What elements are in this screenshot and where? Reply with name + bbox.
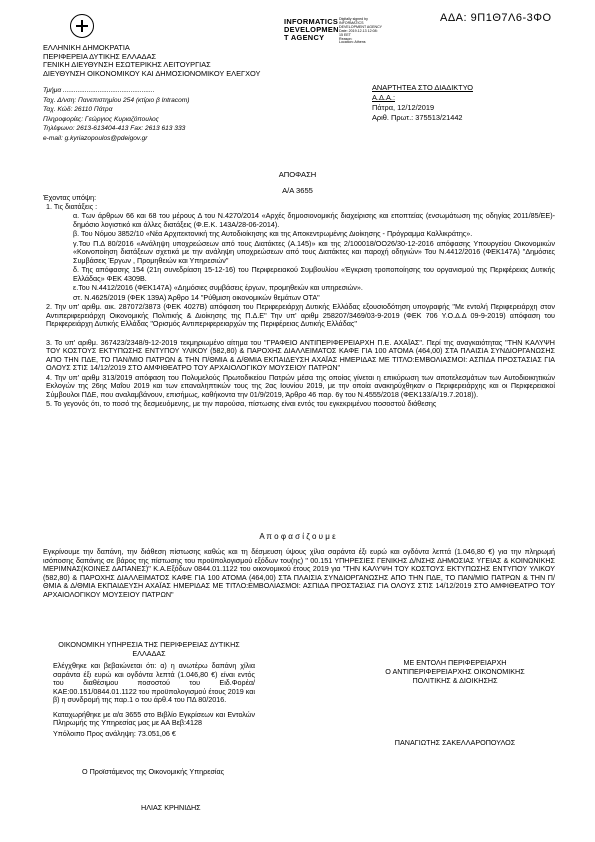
item-1-b: β. Του Νόμου 3852/10 «Νέα Αρχιτεκτονική της Αυτοδιοίκησης και της Αποκεντρωμένης Διοίκησης - Πρόγραμμα Καλλικράτης».	[73, 229, 473, 239]
item-1-st: στ. Ν.4625/2019 (ΦΕΚ 139Α) Άρθρο 14 "Ρύθμιση οικονομικών θεμάτων ΟΤΑ"	[73, 292, 320, 302]
digital-signature-stamp	[339, 18, 389, 45]
item-1-heading: 1. Τις διατάξεις :	[46, 201, 98, 211]
decision-paragraph: Εγκρίνουμε την δαπάνη, την διάθεση πίστωσης καθώς και τη δέσμευση ύψους χίλια σαράντα έξι ευρώ και ογδόντα λεπτά (1.046,80 €) για την πληρωμή ισόποσης δαπάνης σε βάρος της πίστωσης του προϋπολογισμού εξόδων του(ης) " 00.151 ΥΠΗΡΕΣΙΕΣ ΓΕΝΙΚΗΣ Δ/ΝΣΗΣ ΔΗΜΟΣΙΑΣ ΥΓΕΙΑΣ & ΚΟΙΝΩΝΙΚΗΣ ΜΕΡΙΜΝΑΣ(ΚΟΙΝΕΣ ΔΑΠΑΝΕΣ)" Κ.Α.Εξόδων 0844.01.1122 του οικονομικού έτους 2019 για "ΤΗΝ ΚΑΛΥΨΗ ΤΟΥ ΚΟΣΤΟΥΣ ΕΚΤΥΠΩΣΗΣ ΕΝΤΥΠΟΥ ΥΛΙΚΟΥ (582,80) & ΠΑΡΟΧΗΣ ΔΙΑΛΛΕΙΜΑΤΟΣ ΚΑΦΕ ΓΙΑ 100 ΑΤΟΜΑ (464,00) ΣΤΑ ΠΛΑΙΣΙΑ ΣΥΝΔΙΟΡΓΑΝΩΣΗΣ ΑΠΟ ΤΗΝ ΠΔΕ, ΤΟ ΠΑΝ/ΜΙΟ ΠΑΤΡΩΝ & ΤΗΝ Π/ΘΜΙΑ & Δ/ΘΜΙΑ ΕΚΠΑΙΔΕΥΣΗ ΑΧΑΪΑΣ ΗΜΕΡΙΔΑΣ ΜΕ ΤΙΤΛΟ:ΕΜΒΟΛΙΑΣΜΟΙ: ΑΣΠΙΔΑ ΠΡΟΣΤΑΣΙΑΣ ΓΙΑ ΟΛΟΥΣ ΣΤΙΣ 14/12/2019 ΣΤΟ ΑΜΦΙΘΕΑΤΡΟ ΤΟΥ ΑΡΧΑΙΟΛΟΓΙΚΟΥ ΜΟΥΣΕΙΟΥ ΠΑΤΡΩΝ"	[43, 547, 555, 599]
header-line: ΔΙΕΥΘΥΝΣΗ ΟΙΚΟΝΟΜΙΚΟΥ ΚΑΙ ΔΗΜΟΣΙΟΝΟΜΙΚΟΥ ΕΛΕΓΧΟΥ	[43, 68, 261, 78]
greek-emblem-icon	[70, 14, 94, 38]
address-line: Ταχ. Δ/νση: Πανεπιστημίου 254 (κτίριο β Intracom)	[43, 96, 190, 104]
item-3: 3. Το υπ' αριθμ. 367423/2348/9-12-2019 τεκμηριωμένο αίτημα του "ΓΡΑΦΕΙΟ ΑΝΤΙΠΕΡΙΦΕΡΕΙΑΡΧΗ Π.Ε. ΑΧΑΪΑΣ". Περί της αναγκαιότητας "ΤΗΝ ΚΑΛΥΨΗ ΤΟΥ ΚΟΣΤΟΥΣ ΕΚΤΥΠΩΣΗΣ ΕΝΤΥΠΟΥ ΥΛΙΚΟΥ (582,80) & ΠΑΡΟΧΗΣ ΔΙΑΛΛΕΙΜΑΤΟΣ ΚΑΦΕ ΓΙΑ 100 ΑΤΟΜΑ (464,00) ΣΤΑ ΠΛΑΙΣΙΑ ΣΥΝΔΙΟΡΓΑΝΩΣΗΣ ΑΠΟ ΤΗΝ ΠΔΕ, ΤΟ ΠΑΝ/ΜΙΟ ΠΑΤΡΩΝ & ΤΗΝ Π/ΘΜΙΑ & Δ/ΘΜΙΑ ΕΚΠΑΙΔΕΥΣΗ ΑΧΑΪΑΣ ΗΜΕΡΙΔΑΣ ΜΕ ΤΙΤΛΟ:ΕΜΒΟΛΙΑΣΜΟΙ: ΑΣΠΙΔΑ ΠΡΟΣΤΑΣΙΑΣ ΓΙΑ ΟΛΟΥΣ ΣΤΙΣ 14/12/2019 ΣΤΟ ΑΜΦΙΘΕΑΤΡΟ ΤΟΥ ΑΡΧΑΙΟΛΟΓΙΚΟΥ ΜΟΥΣΕΙΟΥ ΠΑΤΡΩΝ"	[46, 337, 555, 373]
info-line: Πληροφορίες: Γεώργιος Κυριαζόπουλος	[43, 115, 159, 123]
informatics-logo	[284, 18, 339, 42]
finance-head-name: ΗΛΙΑΣ ΚΡΗΝΙΔΗΣ	[141, 803, 201, 812]
date-line: Πάτρα, 12/12/2019	[372, 103, 435, 112]
item-1-d: δ. Της απόφασης 154 (21η συνεδρίαση 15-12-16) του Περιφερειακού Συμβουλίου «Έγκριση τροποποίησης του οργανισμού της Περιφέρειας Δυτικής Ελλάδας» ΦΕΚ 4309Β.	[73, 265, 555, 283]
item-1-c: γ.Του Π.Δ 80/2016 «Ανάληψη υποχρεώσεων από τους Διατάκτες (Α.145)» και της 2/100018/ΟΟ26/30-12-2016 απόφασης Υπουργείου Οικονομικών «Κοινοποίηση διατάξεων σχετικά με την ανάληψη υποχρεώσεων από τους Διατάκτες και παροχή οδηγιών» Του Ν.4412/2016 (ΦΕΚ147Α) "Δημόσιες Συμβάσεις Έργων , Προμηθειών και Υπηρεσιών"	[73, 238, 555, 265]
signature-text: Location: Athens	[339, 40, 366, 45]
item-1-a: α. Των άρθρων 66 και 68 του μέρους Δ του Ν.4270/2014 «Αρχές δημοσιονομικής διαχείρισης και εποπτείας (ενσωμάτωση της οδηγίας 2011/85/ΕΕ)-δημόσιο λογιστικό και άλλες διατάξεις (Φ.Ε.Κ. 143Α/28-06-2014).	[73, 211, 555, 229]
header-line: ΓΕΝΙΚΗ ΔΙΕΥΘΥΝΣΗ ΕΣΩΤΕΡΙΚΗΣ ΛΕΙΤΟΥΡΓΙΑΣ	[43, 60, 211, 70]
item-1-e: ε.Του Ν.4412/2016 (ΦΕΚ147Α) «Δημόσιες συμβάσεις έργων, προμηθειών και υπηρεσιών».	[73, 283, 363, 293]
logo-line-2: DEVELOPMEN	[284, 25, 339, 34]
authorizer-line: ΜΕ ΕΝΤΟΛΗ ΠΕΡΙΦΕΡΕΙΑΡΧΗ	[403, 658, 507, 667]
header-line: ΠΕΡΙΦΕΡΕΙΑ ΔΥΤΙΚΗΣ ΕΛΛΑΔΑΣ	[43, 51, 157, 61]
signature-text: Digitally signed by	[339, 17, 368, 21]
header-line: ΕΛΛΗΝΙΚΗ ΔΗΜΟΚΡΑΤΙΑ	[43, 43, 130, 52]
signature-text: DEVELOPMENT AGENCY	[339, 24, 383, 29]
considerations-heading: Έχοντας υπόψη:	[43, 193, 97, 202]
authorizer-name: ΠΑΝΑΓΙΩΤΗΣ ΣΑΚΕΛΛΑΡΟΠΟΥΛΟΣ	[394, 738, 516, 747]
signature-text: INFORMATICS	[339, 20, 364, 25]
considerations	[43, 194, 555, 409]
signature-text: 15 EET	[339, 32, 351, 37]
finance-service-heading-2: ΕΛΛΑΔΑΣ	[132, 648, 166, 658]
logo-line-1: INFORMATICS	[284, 17, 339, 26]
item-2: 2. Την υπ' αριθμ. αικ. 287072/3873 (ΦΕΚ 4027Β) απόφαση του Περιφερειάρχη Δυτικής Ελλάδας εξουσιοδότηση υπογραφής "Με εντολή Περιφερειάρχη στον Αντιπεριφερειάρχη Οικονομικής Πολιτικής & Διοίκησης της Π.Δ.Ε" Την υπ' αριθμ 258207/3469/03-9-2019 (ΦΕΚ 706 Υ.Ο.Δ.Δ 09-9-2019) απόφαση του Περιφερειάρχη Δυτικής Ελλάδας "Ορισμός Αντιπεριφερειαρχών της Περιφέρειας Δυτικής Ελλάδας"	[46, 302, 555, 329]
publish-online-label: ΑΝΑΡΤΗΤΕΑ ΣΤΟ ΔΙΑΔΙΚΤΥΟ	[372, 83, 473, 92]
department-line: Τμήμα ..................................................	[43, 87, 155, 94]
finance-head-title: Ο Προϊστάμενος της Οικονομικής Υπηρεσίας	[82, 767, 225, 776]
decision-heading: Α π ο φ α σ ί ζ ο υ μ ε	[259, 532, 336, 541]
authorizer-block	[355, 658, 555, 685]
signature-text: Date: 2019.12.13 12:08:	[339, 28, 378, 33]
registration-text: Καταχωρήθηκε με α/α 3655 στο Βιβλίο Εγκρίσεων και Εντολών Πληρωμής της Υπηρεσίας μας με ΑΑ Βεβ:4128	[53, 709, 255, 728]
ada-code: ΑΔΑ: 9Π1Θ7Λ6-3ΦΟ	[440, 12, 552, 24]
finance-service-heading: ΟΙΚΟΝΟΜΙΚΗ ΥΠΗΡΕΣΙΑ ΤΗΣ ΠΕΡΙΦΕΡΕΙΑΣ ΔΥΤΙΚΗΣ	[58, 640, 240, 649]
authorizer-line: ΠΟΛΙΤΙΚΗΣ & ΔΙΟΙΚΗΣΗΣ	[412, 676, 498, 685]
finance-service-block	[43, 641, 255, 738]
remaining-balance: Υπόλοιπο Προς ανάληψη: 73.051,06 €	[53, 728, 176, 738]
title-apofasi: ΑΠΟΦΑΣΗ	[278, 170, 317, 179]
signature-text: Reason:	[339, 36, 353, 41]
verification-text: Ελέγχθηκε και βεβαιώνεται ότι: α) η ανωτέρω δαπάνη χίλια σαράντα έξι ευρώ και ογδόντα λεπτά (1.046,80 €) είναι εντός του διαθέσιμου ποσοστού του Ειδ.Φορέα/ΚΑΕ:00.151/0844.01.1122 του προϋπολογισμού έτους 2019 και β) η συνδρομή της παρ.1 ο του άρθ.4 του ΠΔ 80/2016.	[53, 661, 255, 705]
phone-line: Τηλέφωνο: 2613-613404-413 Fax: 2613 613 333	[43, 125, 186, 133]
title-aa: Α/Α 3655	[282, 186, 313, 195]
issuer-header	[43, 44, 260, 78]
email-line: e-mail: g.kyriazopoulos@pdeigov.gr	[43, 134, 148, 142]
item-4: 4. Την υπ' αριθμ 313/2019 απόφαση του Πολυμελούς Πρωτοδικείου Πατρών μέσα της οποίας γίνεται η επικύρωση των αποτελεσμάτων των Αυτοδιοικητικών Εκλογών της 26ης Μαΐου 2019 και των επαναληπτικών τους της 2ας Ιουνίου 2019, με την οποία ανακηρύχθηκαν ο Περιφερειάρχης και οι Περιφερειακοί Σύμβουλοι ΠΔΕ, που αναλαμβάνουν, επισήμως, καθήκοντα την 01/9/2019, Άρθρο 46 παρ. 6γ του Ν.4555/2018 (ΦΕΚ133/Α/19.7.2018)).	[46, 372, 555, 399]
authorizer-line: Ο ΑΝΤΙΠΕΡΙΦΕΡΕΙΑΡΧΗΣ ΟΙΚΟΝΟΜΙΚΗΣ	[385, 667, 525, 676]
ada-label: Α.Δ.Α.:	[372, 93, 396, 102]
postal-code-line: Ταχ. Κώδ: 26110 Πάτρα	[43, 106, 113, 114]
publication-block	[372, 83, 473, 123]
protocol-number: Αριθ. Πρωτ.: 375513/21442	[372, 113, 463, 122]
item-5: 5. Το γεγονός ότι, το ποσό της δεσμευόμενης, με την παρούσα, πίστωσης είναι εντός του εγκεκριμένου ποσοστού διάθεσης	[46, 399, 437, 409]
contact-block	[43, 86, 189, 144]
logo-line-3: T AGENCY	[284, 33, 325, 42]
